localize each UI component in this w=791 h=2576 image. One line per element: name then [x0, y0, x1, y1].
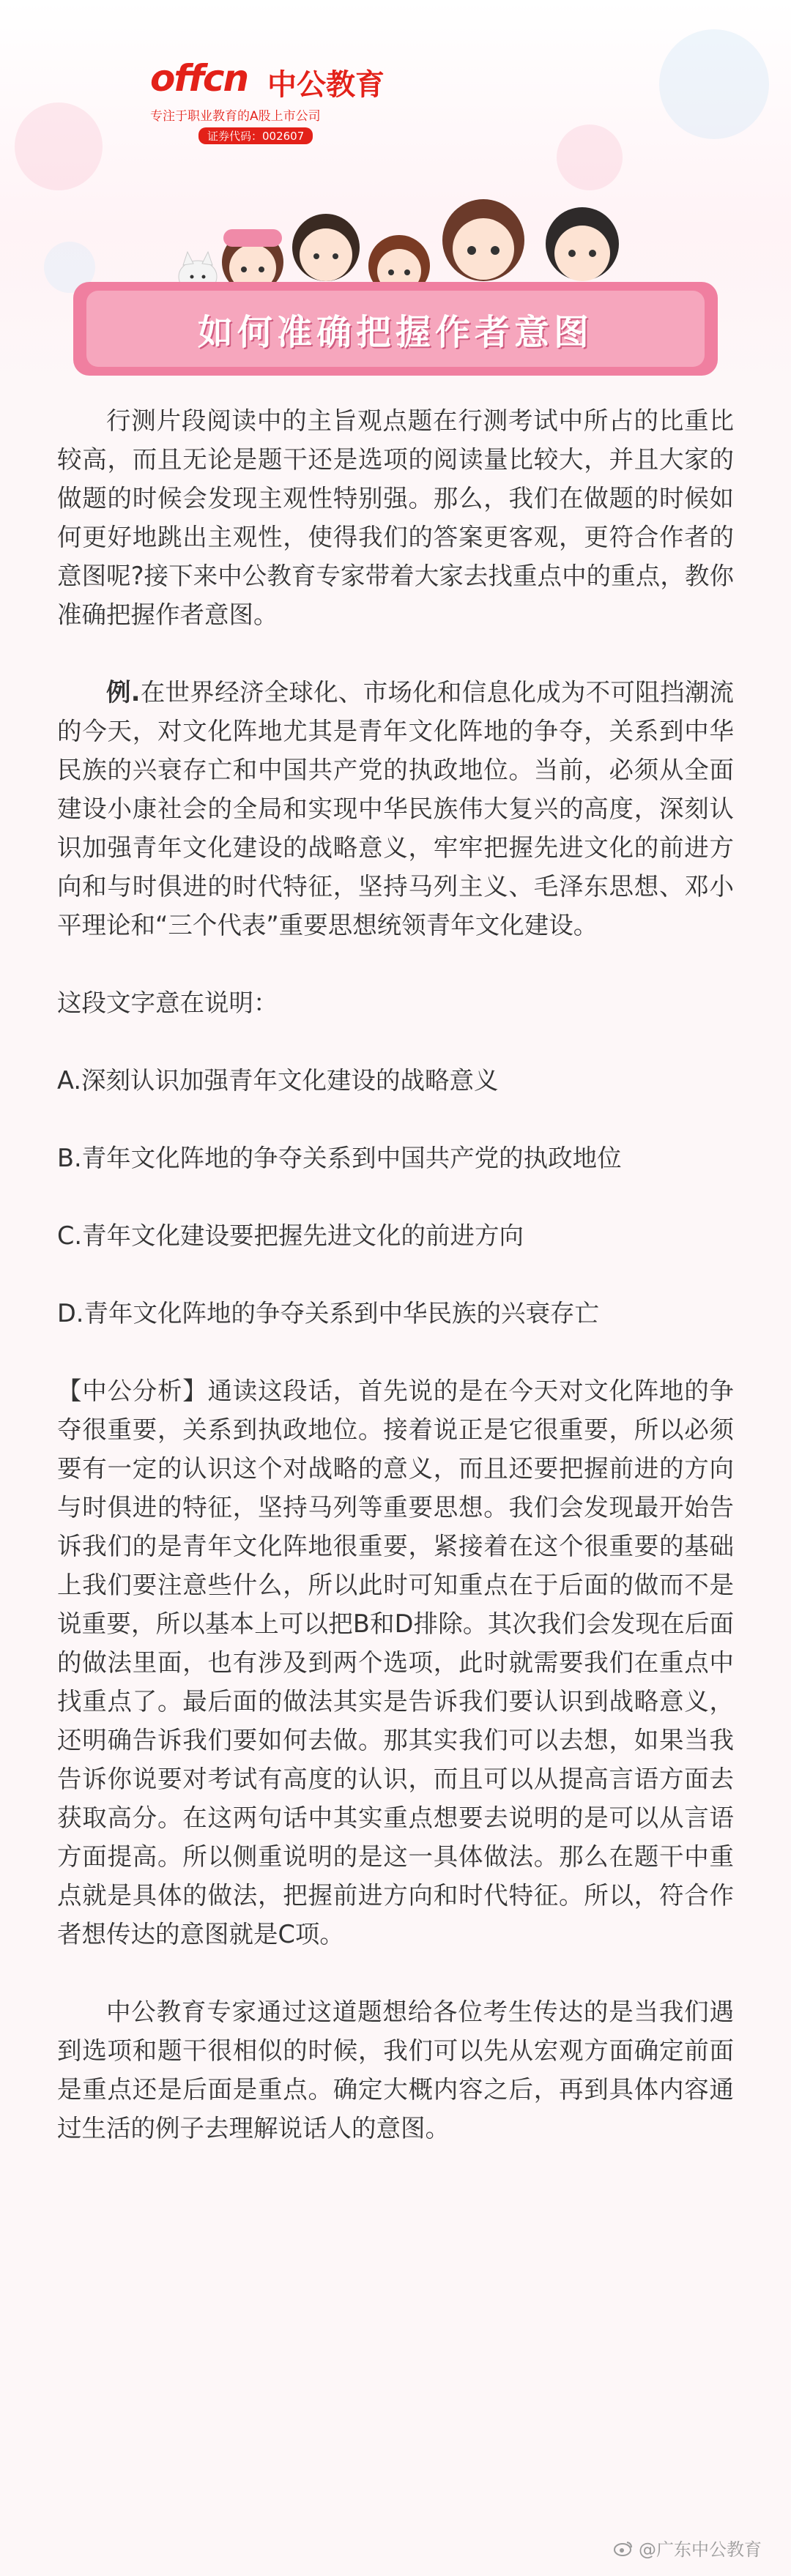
option-b: B.青年文化阵地的争夺关系到中国共产党的执政地位: [57, 1144, 622, 1172]
title-banner-inner: [86, 291, 705, 367]
page-title: 如何准确把握作者意图: [197, 311, 593, 353]
decor-bokeh: [15, 103, 103, 190]
decor-bokeh: [659, 29, 769, 139]
example-paragraph: [57, 673, 734, 945]
option-d: D.青年文化阵地的争夺关系到中华民族的兴衰存亡: [57, 1299, 599, 1328]
question-stem: 这段文字意在说明：: [57, 989, 278, 1017]
weibo-icon: [614, 2540, 633, 2556]
example-label: 例.: [106, 678, 141, 707]
logo-tagline: 专注于职业教育的A股上市公司: [150, 109, 321, 124]
intro-paragraph: 行测片段阅读中的主旨观点题在行测考试中所占的比重比较高，而且无论是题干还是选项的阅读量比较大，并且大家的做题的时候会发现主观性特别强。那么，我们在做题的时候如何更好地跳出主观性，使得我们的答案更客观，更符合作者的意图呢?接下来中公教育专家带着大家去找重点中的重点，教你准确把握作者意图。: [57, 406, 734, 629]
option-a: A.深刻认识加强青年文化建设的战略意义: [57, 1066, 499, 1095]
footer-watermark: [614, 2535, 762, 2561]
conclusion-paragraph: 中公教育专家通过这道题想给各位考生传达的是当我们遇到选项和题干很相似的时候，我们可以先从宏观方面确定前面是重点还是后面是重点。确定大概内容之后，再到具体内容通过生活的例子去理解说话人的意图。: [57, 1998, 734, 2143]
logo-chinese-name: 中公教育: [267, 68, 385, 102]
brand-logo: [150, 57, 399, 145]
option-c: C.青年文化建设要把握先进文化的前进方向: [57, 1221, 524, 1250]
logo-brand-text: offcn: [150, 57, 248, 100]
article-content: [57, 401, 734, 2148]
watermark-text: @广东中公教育: [639, 2539, 762, 2560]
logo-stock-code: 证券代码：002607: [198, 127, 313, 144]
example-text: 在世界经济全球化、市场化和信息化成为不可阻挡潮流的今天，对文化阵地尤其是青年文化阵地的争夺，关系到中华民族的兴衰存亡和中国共产党的执政地位。当前，必须从全面建设小康社会的全局和实现中华民族伟大复兴的高度，深刻认识加强青年文化建设的战略意义，牢牢把握先进文化的前进方向和与时俱进的时代特征，坚持马列主义、毛泽东思想、邓小平理论和“三个代表”重要思想统领青年文化建设。: [57, 678, 734, 939]
title-banner: [73, 282, 718, 376]
analysis-paragraph: 【中公分析】通读这段话，首先说的是在今天对文化阵地的争夺很重要，关系到执政地位。接着说正是它很重要，所以必须要有一定的认识这个对战略的意义，而且还要把握前进的方向与时俱进的特征，坚持马列等重要思想。我们会发现最开始告诉我们的是青年文化阵地很重要，紧接着在这个很重要的基础上我们要注意些什么，所以此时可知重点在于后面的做而不是说重要，所以基本上可以把B和D排除。其次我们会发现在后面的做法里面，也有涉及到两个选项，此时就需要我们在重点中找重点了。最后面的做法其实是告诉我们要认识到战略意义，还明确告诉我们要如何去做。那其实我们可以去想，如果当我告诉你说要对考试有高度的认识，而且可以从提高言语方面去获取高分。在这两句话中其实重点想要去说明的是可以从言语方面提高。所以侧重说明的是这一具体做法。那么在题干中重点就是具体的做法，把握前进方向和时代特征。所以，符合作者想传达的意图就是C项。: [57, 1377, 734, 1948]
